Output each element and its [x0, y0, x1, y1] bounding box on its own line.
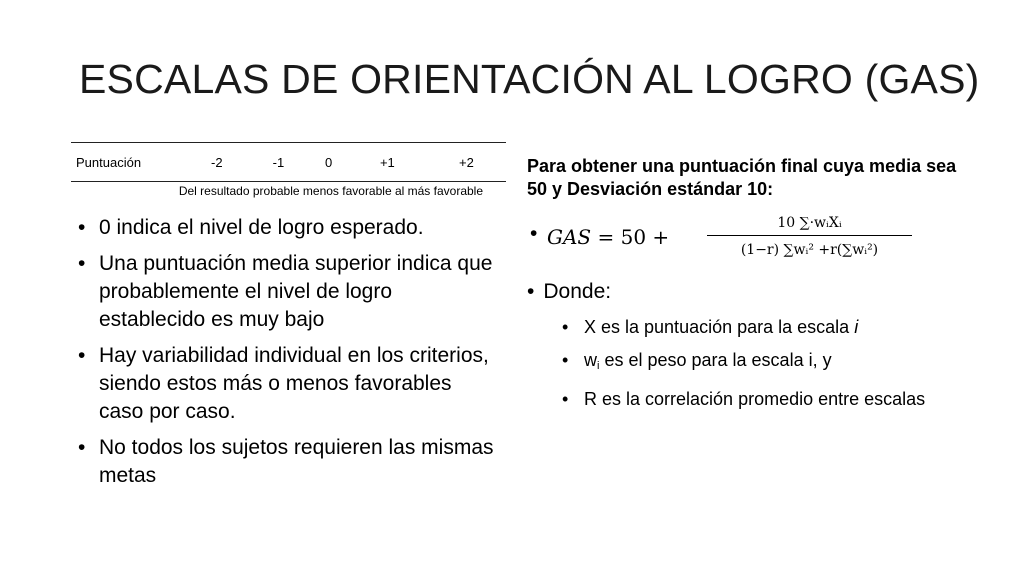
list-item	[75, 214, 500, 242]
table-cell: -1	[248, 143, 310, 182]
fraction-bar	[707, 235, 912, 236]
left-bullet-list	[75, 214, 500, 498]
table-caption: Del resultado probable menos favorable al más favorable	[178, 184, 483, 198]
definition-r-text: R es la correlación promedio entre escalas	[584, 389, 926, 409]
definition-x-var: i	[854, 317, 859, 337]
bullet-icon: •	[527, 280, 535, 303]
bullet-icon: •	[78, 216, 86, 239]
list-item	[75, 434, 500, 490]
definition-list	[560, 315, 960, 420]
gas-formula	[527, 210, 947, 270]
formula-numerator: 10 ∑·wᵢXᵢ	[777, 215, 842, 231]
table-cell: +2	[427, 143, 506, 182]
definition-w-sub: i	[597, 360, 600, 372]
list-item-text: No todos los sujetos requieren las mismas metas	[99, 436, 494, 487]
bullet-icon: •	[562, 389, 569, 409]
list-item	[560, 348, 960, 378]
score-table	[71, 142, 506, 182]
list-item-text: Hay variabilidad individual en los criterios, siendo estos más o menos favorables caso por caso.	[99, 344, 489, 423]
list-item-text: Una puntuación media superior indica que probablemente el nivel de logro establecido es muy bajo	[99, 252, 493, 331]
bullet-icon: •	[562, 350, 569, 370]
formula-fraction	[707, 212, 912, 263]
donde-item	[527, 280, 611, 304]
definition-w-text: es el peso para la escala i, y	[599, 350, 832, 370]
table-row	[71, 143, 506, 182]
list-item-text: 0 indica el nivel de logro esperado.	[99, 216, 424, 239]
list-item	[560, 315, 960, 339]
table-cell-label: Puntuación	[71, 143, 186, 182]
table-cell: 0	[309, 143, 348, 182]
formula-lhs-var: GAS	[547, 225, 592, 249]
formula-lhs	[547, 225, 669, 249]
formula-denominator: (1−r) ∑wᵢ² +r(∑wᵢ²)	[740, 242, 879, 258]
bullet-icon: •	[530, 222, 538, 245]
definition-x-text: X es la puntuación para la escala	[584, 317, 855, 337]
donde-label: Donde:	[543, 280, 612, 303]
formula-lhs-rest: = 50 +	[597, 225, 670, 249]
table-cell: -2	[186, 143, 248, 182]
bullet-icon: •	[78, 436, 86, 459]
table-cell: +1	[348, 143, 427, 182]
bullet-icon: •	[78, 252, 86, 275]
list-item	[75, 250, 500, 334]
bullet-icon: •	[562, 317, 569, 337]
definition-w-var: w	[584, 350, 597, 370]
list-item	[75, 342, 500, 426]
slide-title: ESCALAS DE ORIENTACIÓN AL LOGRO (GAS)	[79, 56, 980, 102]
list-item	[560, 387, 960, 411]
bullet-icon: •	[78, 344, 86, 367]
formula-heading: Para obtener una puntuación final cuya media sea 50 y Desviación estándar 10:	[527, 156, 957, 199]
